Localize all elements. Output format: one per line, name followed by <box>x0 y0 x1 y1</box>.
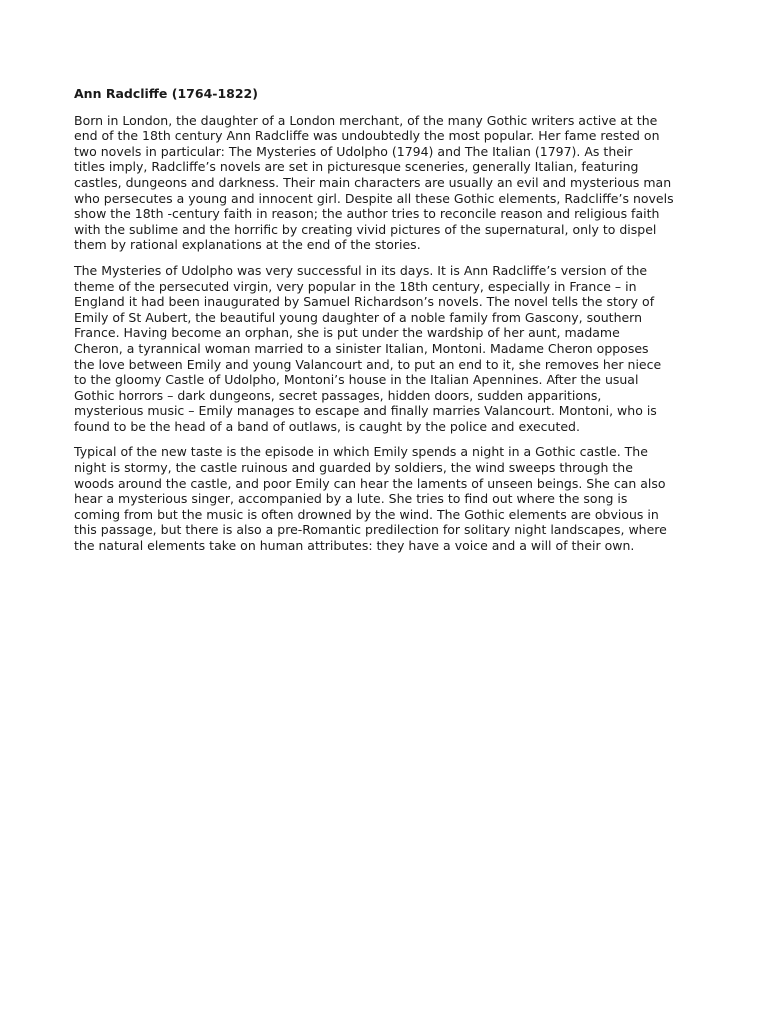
document-page <box>74 86 696 564</box>
paragraph-1: Born in London, the daughter of a London merchant, of the many Gothic writers active at the end of the 18th century Ann Radcliffe was undoubtedly the most popular. Her fame rested on two novels in particular: The Mysteries of Udolpho (1794) and The Italian (1797). As their titles imply, Radcliffe’s novels are set in picturesque sceneries, generally Italian, featuring castles, dungeons and darkness. Their main characters are usually an evil and mysterious man who persecutes a young and innocent girl. Despite all these Gothic elements, Radcliffe’s novels show the 18th -century faith in reason; the author tries to reconcile reason and religious faith with the sublime and the horrific by creating vivid pictures of the supernatural, only to dispel them by rational explanations at the end of the stories. <box>74 112 674 253</box>
paragraph-2: The Mysteries of Udolpho was very successful in its days. It is Ann Radcliffe’s version of the theme of the persecuted virgin, very popular in the 18th century, especially in France – in England it had been inaugurated by Samuel Richardson’s novels. The novel tells the story of Emily of St Aubert, the beautiful young daughter of a noble family from Gascony, southern France. Having become an orphan, she is put under the wardship of her aunt, madame Cheron, a tyrannical woman married to a sinister Italian, Montoni. Madame Cheron opposes the love between Emily and young Valancourt and, to put an end to it, she removes her niece to the gloomy Castle of Udolpho, Montoni’s house in the Italian Apennines. After the usual Gothic horrors – dark dungeons, secret passages, hidden doors, sudden apparitions, mysterious music – Emily manages to escape and finally marries Valancourt. Montoni, who is found to be the head of a band of outlaws, is caught by the police and executed. <box>74 262 662 434</box>
document-title: Ann Radcliffe (1764-1822) <box>74 86 258 101</box>
paragraph-3: Typical of the new taste is the episode in which Emily spends a night in a Gothic castle. The night is stormy, the castle ruinous and guarded by soldiers, the wind sweeps through the woods around the castle, and poor Emily can hear the laments of unseen beings. She can also hear a mysterious singer, accompanied by a lute. She tries to find out where the song is coming from but the music is often drowned by the wind. The Gothic elements are obvious in this passage, but there is also a pre-Romantic predilection for solitary night landscapes, where the natural elements take on human attributes: they have a voice and a will of their own. <box>74 444 667 554</box>
